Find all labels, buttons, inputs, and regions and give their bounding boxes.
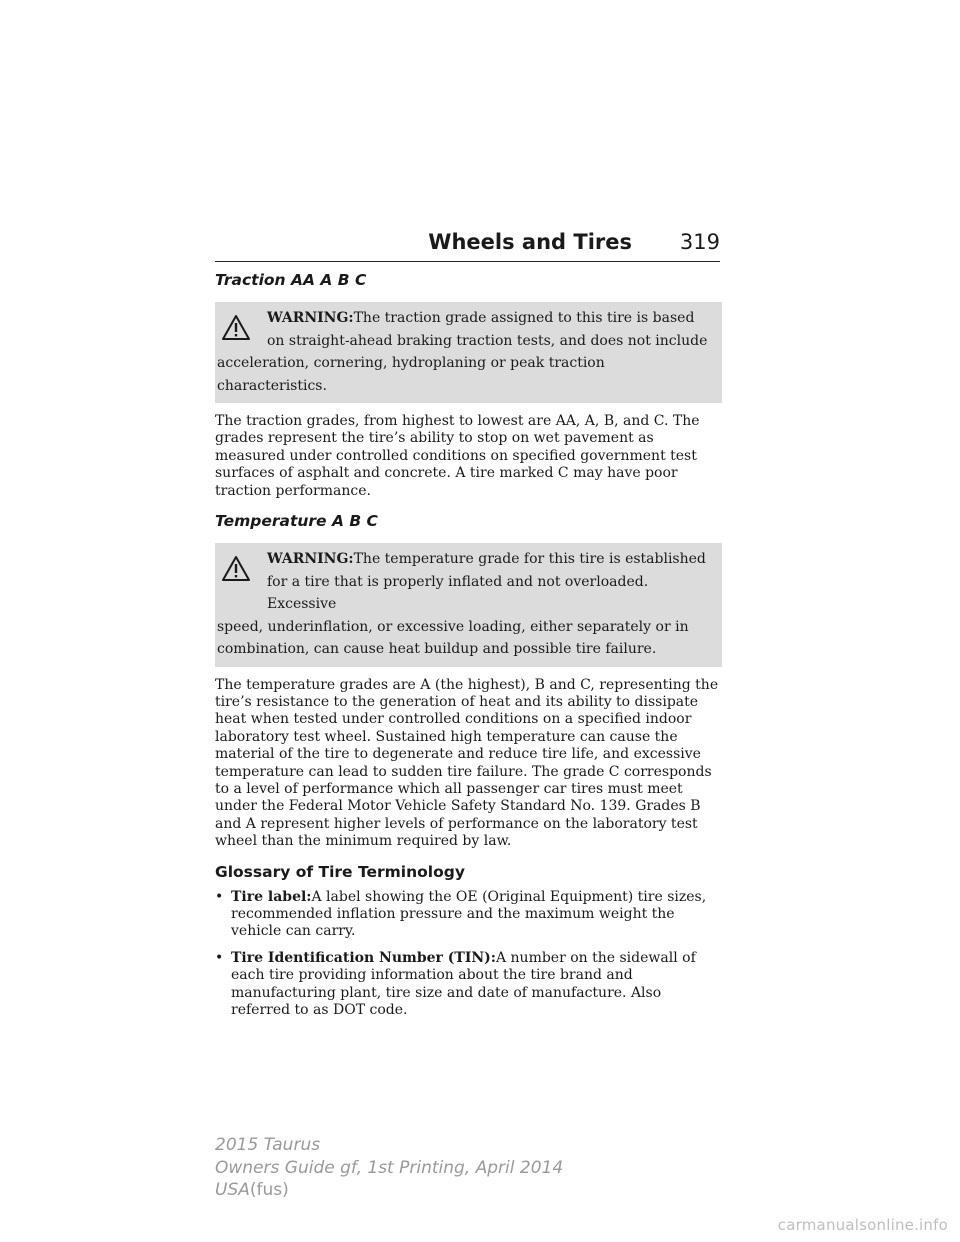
footer-model: 2015 Taurus <box>215 1135 321 1155</box>
glossary-definition: A number on the sidewall of each tire providing information about the tire brand and manufacturing plant, tire size and date of manufacture. Also referred to as DOT code. <box>231 949 696 1019</box>
list-item <box>215 950 722 1020</box>
bullet: • <box>215 888 224 905</box>
footer-edition: Owners Guide gf, 1st Printing, April 2014 <box>215 1157 564 1178</box>
glossary-list <box>215 889 722 1020</box>
warning-text: The temperature grade for this tire is established for a tire that is properly inflated and not overloaded. Excessive <box>267 551 706 613</box>
watermark: carmanualsonline.info <box>777 1216 948 1234</box>
traction-body: The traction grades, from highest to lowest are AA, A, B, and C. The grades represent the tire’s ability to stop on wet pavement as measured under controlled conditions on specified government test surfaces of asphalt and concrete. A tire marked C may have poor traction performance. <box>215 413 700 499</box>
bullet: • <box>215 949 224 966</box>
list-item <box>215 889 722 941</box>
traction-heading: Traction AA A B C <box>215 271 367 289</box>
glossary-heading: Glossary of Tire Terminology <box>215 862 465 881</box>
footer-region-code: (fus) <box>249 1180 289 1200</box>
page-footer <box>215 1134 563 1202</box>
page-title: Wheels and Tires <box>428 230 632 254</box>
page-header <box>215 227 720 262</box>
traction-warning-box <box>215 302 722 403</box>
warning-label: WARNING: <box>267 551 354 568</box>
temperature-warning-box <box>215 543 722 667</box>
page-content <box>215 269 722 1028</box>
footer-region: USA <box>215 1180 250 1200</box>
warning-triangle-icon <box>221 555 251 582</box>
temperature-heading: Temperature A B C <box>215 512 378 531</box>
glossary-definition: A label showing the OE (Original Equipment) tire sizes, recommended inflation pressure and the maximum weight the vehicle can carry. <box>231 888 707 940</box>
page-number: 319 <box>679 230 720 254</box>
warning-text: The traction grade assigned to this tire is based on straight-ahead braking traction tests, and does not include <box>267 310 708 349</box>
warning-text-continued: acceleration, cornering, hydroplaning or peak traction characteristics. <box>217 355 605 394</box>
glossary-term: Tire Identification Number (TIN): <box>231 949 496 966</box>
warning-label: WARNING: <box>267 310 354 326</box>
temperature-body: The temperature grades are A (the highest), B and C, representing the tire’s resistance to the generation of heat and its ability to dissipate heat when tested under controlled conditions on a specified indoor laboratory test wheel. Sustained high temperature can cause the material of the tire to degenerate and reduce tire life, and excessive temperature can lead to sudden tire failure. The grade C corresponds to a level of performance which all passenger car tires must meet under the Federal Motor Vehicle Safety Standard No. 139. Grades B and A represent higher levels of performance on the laboratory test wheel than the minimum required by law. <box>215 676 719 850</box>
glossary-term: Tire label: <box>231 888 312 905</box>
warning-text-continued: speed, underinflation, or excessive loading, either separately or in combination, can cause heat buildup and possible tire failure. <box>217 618 689 658</box>
warning-triangle-icon <box>221 314 251 341</box>
